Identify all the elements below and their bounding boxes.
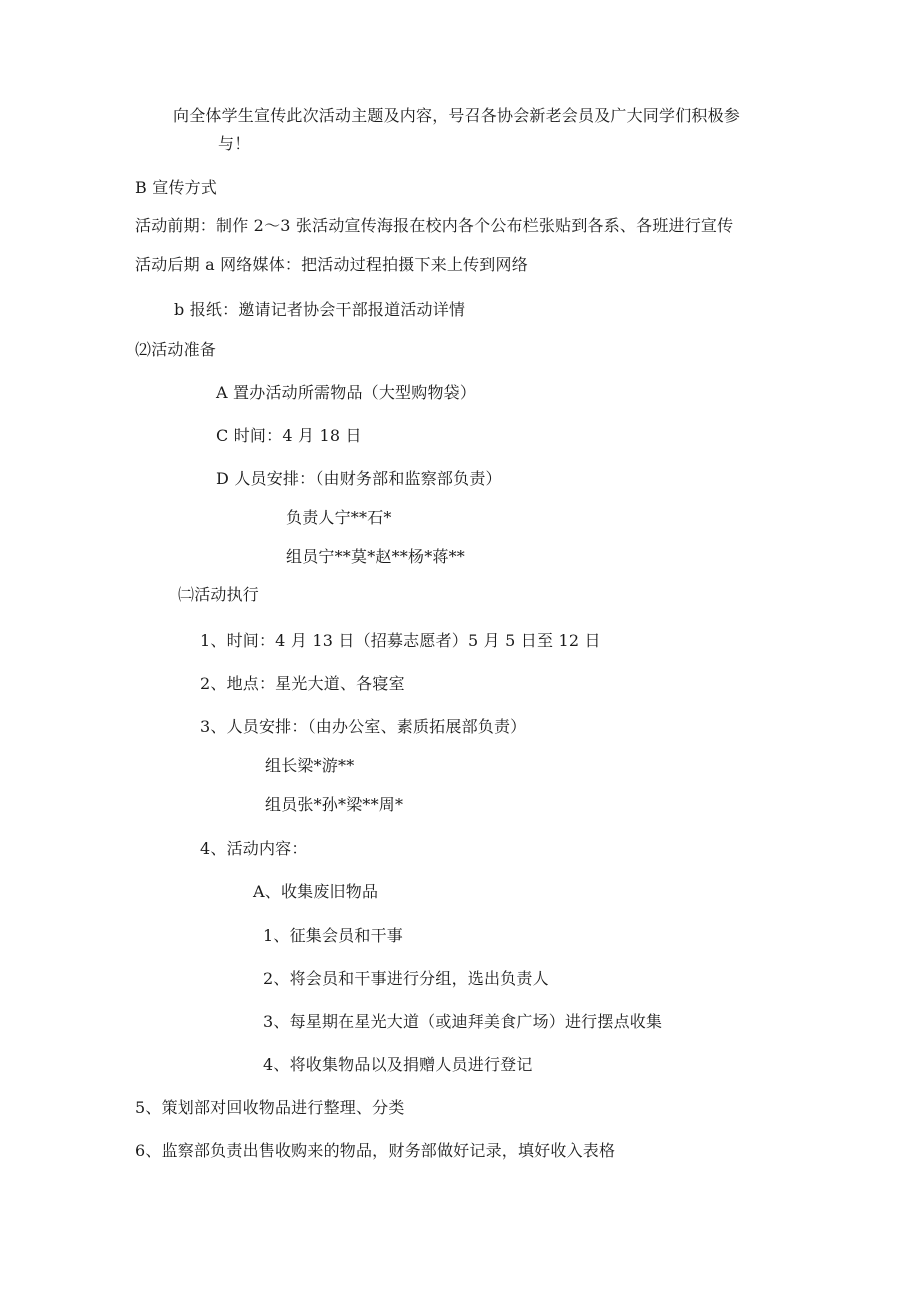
content-item-a2: 2、将会员和干事进行分组，选出负责人 <box>263 969 549 988</box>
content-item-a: A、收集废旧物品 <box>253 882 379 901</box>
exec-title: ㈡活动执行 <box>178 585 260 604</box>
content-item-a4: 4、将收集物品以及捐赠人员进行登记 <box>263 1055 533 1074</box>
prep-item-a: A 置办活动所需物品（大型购物袋） <box>216 383 477 402</box>
intro-line-2: 与！ <box>218 134 251 153</box>
newspaper-text: b 报纸：邀请记者协会干部报道活动详情 <box>174 300 466 319</box>
content-item-a3: 3、每星期在星光大道（或迪拜美食广场）进行摆点收集 <box>263 1012 663 1031</box>
exec-item-3: 3、人员安排：（由办公室、素质拓展部负责） <box>200 717 527 736</box>
prep-item-d: D 人员安排：（由财务部和监察部负责） <box>216 469 502 488</box>
exec-item-4: 4、活动内容： <box>200 839 308 858</box>
prep-title: ⑵活动准备 <box>135 340 217 359</box>
intro-line-1: 向全体学生宣传此次活动主题及内容，号召各协会新老会员及广大同学们积极参 <box>173 106 741 125</box>
exec-members: 组员张*孙*梁**周* <box>265 795 404 814</box>
exec-item-2: 2、地点：星光大道、各寝室 <box>200 674 405 693</box>
prep-leader: 负责人宁**石* <box>286 508 392 527</box>
content-item-a1: 1、征集会员和干事 <box>263 926 403 945</box>
prep-members: 组员宁**莫*赵**杨*蒋** <box>286 547 466 566</box>
section-b-title: B 宣传方式 <box>135 178 218 197</box>
post-activity-text: 活动后期 a 网络媒体：把活动过程拍摄下来上传到网络 <box>135 255 528 274</box>
item-5: 5、策划部对回收物品进行整理、分类 <box>135 1098 405 1117</box>
exec-leader: 组长梁*游** <box>265 756 355 775</box>
pre-activity-text: 活动前期：制作 2～3 张活动宣传海报在校内各个公布栏张贴到各系、各班进行宣传 <box>135 216 734 235</box>
prep-item-c: C 时间：4 月 18 日 <box>216 426 362 445</box>
exec-item-1: 1、时间：4 月 13 日（招募志愿者）5 月 5 日至 12 日 <box>200 631 601 650</box>
item-6: 6、监察部负责出售收购来的物品，财务部做好记录，填好收入表格 <box>135 1141 616 1160</box>
